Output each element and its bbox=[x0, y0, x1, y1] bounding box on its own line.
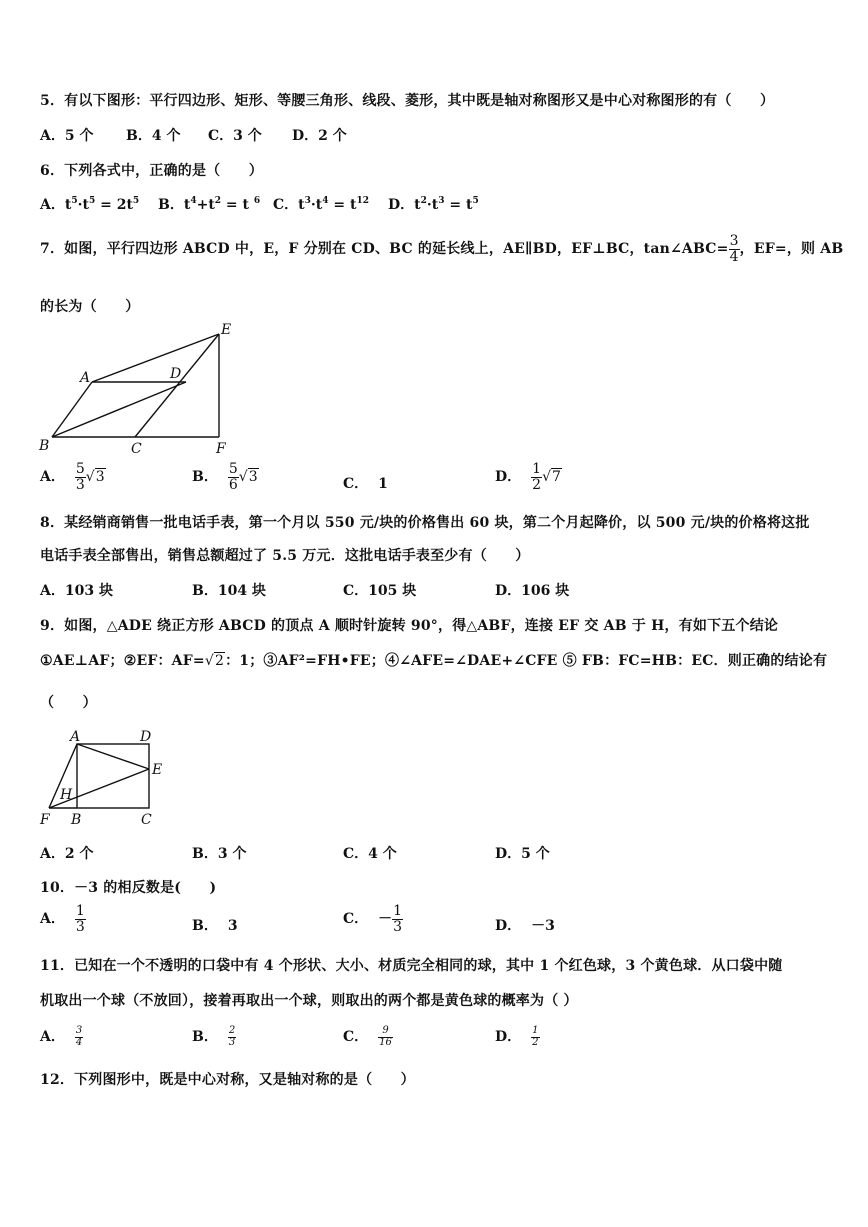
q6-option-c: C．$t^3\cdot t^4 = t^{12}$ bbox=[273, 196, 369, 213]
q8-stem-line1: 8．某经销商销售一批电话手表，第一个月以 550 元/块的价格售出 60 块，第二个月起降价，以 500 元/块的价格将这批 bbox=[40, 515, 810, 531]
q5-option-b: B．4 个 bbox=[126, 128, 181, 144]
q7-stem: 7．如图，平行四边形 ABCD 中，E，F 分别在 CD、BC 的延长线上，AE∥BD，EF⊥BC，tan∠ABC= $\frac{3}{4}$ ，EF=，则 AB bbox=[40, 233, 844, 265]
q5-option-a: A．5 个 bbox=[40, 128, 94, 144]
q7-option-d: D． $\frac{1}{2}$ √7 bbox=[495, 461, 561, 493]
q9-stem-line1: 9．如图，△ADE 绕正方形 ABCD 的顶点 A 顺时针旋转 90°，得△ABF，连接 EF 交 AB 于 H，有如下五个结论 bbox=[40, 618, 779, 634]
point-label-f: F bbox=[40, 812, 50, 828]
point-label-d: D bbox=[140, 729, 152, 745]
q8-option-b: B．104 块 bbox=[192, 583, 266, 599]
q9-figure bbox=[34, 724, 174, 830]
point-label-c: C bbox=[141, 812, 152, 828]
q8-option-c: C．105 块 bbox=[343, 583, 417, 599]
point-label-b: B bbox=[39, 438, 50, 454]
q7-tan-fraction: $\frac{3}{4}$ bbox=[729, 233, 739, 265]
point-label-h: H bbox=[60, 787, 73, 803]
point-label-e: E bbox=[221, 322, 232, 338]
q9-stem-line3: （ ） bbox=[40, 695, 97, 711]
q10-option-c: C． － $\frac{1}{3}$ bbox=[343, 903, 403, 935]
q10-option-d: D． －3 bbox=[495, 918, 555, 934]
segment-ae bbox=[77, 744, 149, 769]
square-abcd bbox=[77, 744, 149, 808]
q7-figure bbox=[34, 318, 244, 458]
q12-stem: 12．下列图形中，既是中心对称，又是轴对称的是（ ） bbox=[40, 1072, 415, 1088]
q11-option-c: C． $\frac{9}{16}$ bbox=[343, 1025, 392, 1048]
q6-option-b: B．$t^4+t^2 = t$ $^6$ bbox=[158, 196, 261, 213]
q9-option-a: A．2 个 bbox=[40, 846, 94, 862]
q9-option-d: D．5 个 bbox=[495, 846, 550, 862]
q8-option-d: D．106 块 bbox=[495, 583, 570, 599]
point-label-b: B bbox=[71, 812, 82, 828]
q11-stem-line2: 机取出一个球（不放回），接着再取出一个球，则取出的两个都是黄色球的概率为（ ） bbox=[40, 993, 578, 1009]
q9-option-b: B．3 个 bbox=[192, 846, 247, 862]
q9-option-c: C．4 个 bbox=[343, 846, 397, 862]
q9-stem-line2: ①AE⊥AF；②EF：AF=√2：1；③AF²=FH•FE；④∠AFE=∠DAE+∠CFE ⑤ FB：FC=HB：EC．则正确的结论有 bbox=[40, 653, 828, 669]
q7-option-b: B． $\frac{5}{6}$ √3 bbox=[192, 461, 258, 493]
q6-option-a: A．$t^5\cdot t^5 = 2t^5$ bbox=[40, 196, 140, 213]
q5-option-c: C．3 个 bbox=[208, 128, 262, 144]
q10-option-a: A． $\frac{1}{3}$ bbox=[40, 903, 85, 935]
point-label-f: F bbox=[216, 441, 226, 457]
q11-stem-line1: 11．已知在一个不透明的口袋中有 4 个形状、大小、材质完全相同的球，其中 1 个红色球，3 个黄色球．从口袋中随 bbox=[40, 958, 783, 974]
point-label-e: E bbox=[152, 762, 163, 778]
point-label-d: D bbox=[170, 366, 182, 382]
q7-option-a: A． $\frac{5}{3}$ √3 bbox=[40, 461, 105, 493]
q8-option-a: A．103 块 bbox=[40, 583, 113, 599]
q5-stem: 5．有以下图形：平行四边形、矩形、等腰三角形、线段、菱形，其中既是轴对称图形又是中心对称图形的有（ ） bbox=[40, 93, 775, 109]
q5-option-d: D．2 个 bbox=[292, 128, 347, 144]
q7-option-c: C． 1 bbox=[343, 476, 388, 492]
q11-option-b: B． $\frac{2}{3}$ bbox=[192, 1025, 236, 1048]
q8-stem-line2: 电话手表全部售出，销售总额超过了 5.5 万元．这批电话手表至少有（ ） bbox=[40, 548, 530, 564]
q10-option-b: B． 3 bbox=[192, 918, 238, 934]
q11-option-a: A． $\frac{3}{4}$ bbox=[40, 1025, 83, 1048]
q10-stem: 10．－3 的相反数是( ) bbox=[40, 880, 217, 896]
q6-option-d: D．$t^2\cdot t^3 = t^5$ bbox=[388, 196, 479, 213]
point-label-a: A bbox=[70, 729, 81, 745]
point-label-c: C bbox=[131, 441, 142, 457]
q7-stem-line2: 的长为（ ） bbox=[40, 299, 140, 315]
point-label-a: A bbox=[80, 370, 91, 386]
q6-stem: 6．下列各式中，正确的是（ ） bbox=[40, 163, 263, 179]
q11-option-d: D． $\frac{1}{2}$ bbox=[495, 1025, 539, 1048]
